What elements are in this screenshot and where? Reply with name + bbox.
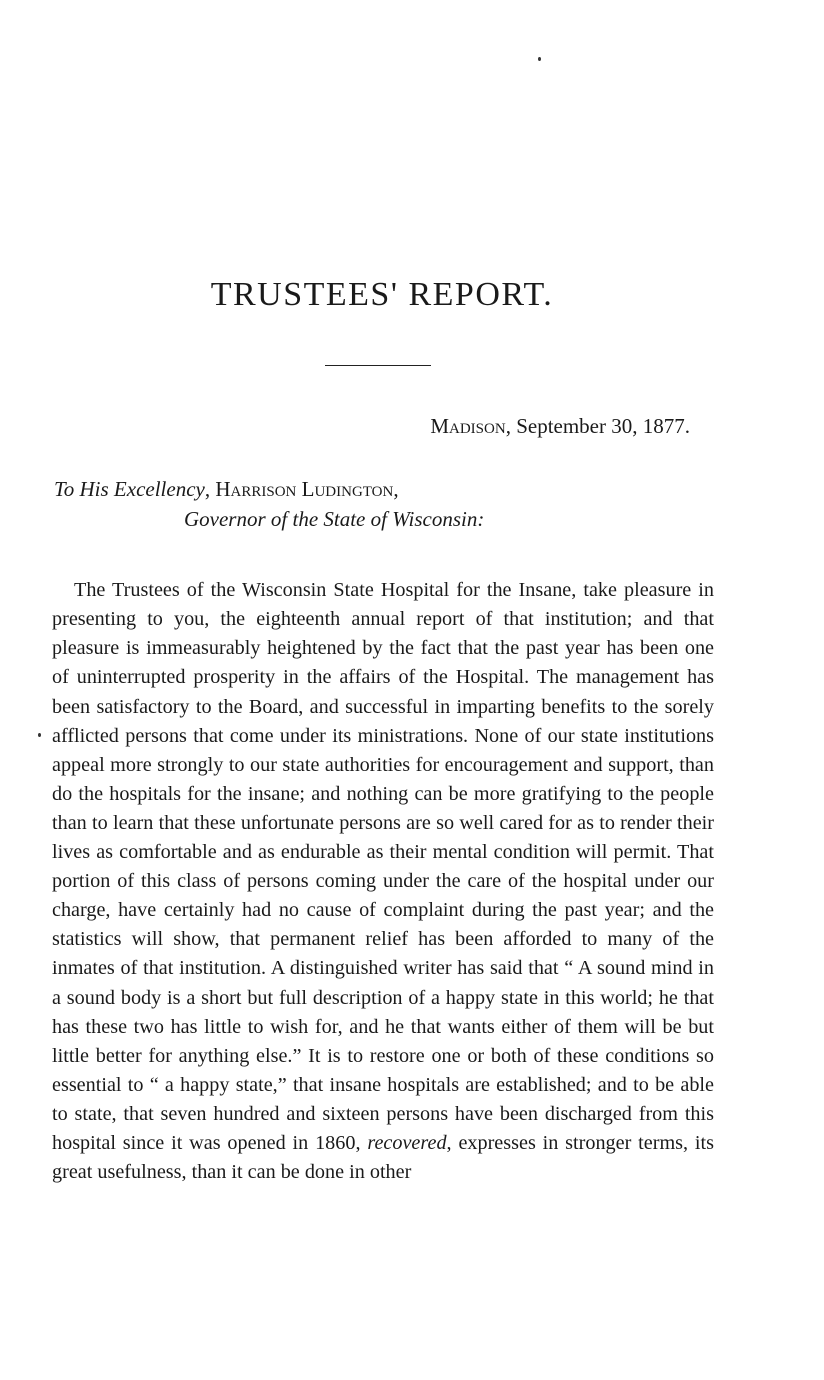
salutation-title: Governor of the State of Wisconsin: [184,507,485,531]
body-italic-word: recovered [367,1131,447,1154]
salutation-name: Harrison Ludington [215,477,394,501]
salutation [54,477,399,502]
title-rule [325,365,431,366]
dateline-date: , September 30, 1877. [505,414,690,438]
print-speck [38,733,41,737]
salutation-prefix: To His Excellency [54,477,205,501]
dateline-place: Madison [430,414,506,438]
body-text-part2: , expresses in stronger terms, its great usefulness, than it can be done in other [52,1131,714,1184]
salutation-comma: , [204,477,216,501]
dateline [430,414,690,439]
salutation-suffix: , [393,477,399,501]
body-paragraph [52,576,714,1187]
body-text-part1: The Trustees of the Wisconsin State Hospital for the Insane, take pleasure in presenting to you, the eighteenth annual report of that institution; and that pleasure is immeasurably heightened by the fact that the past year has been one of uninterrupted prosperity in the affairs of the Hospital. The management has been satisfactory to the Board, and successful in imparting benefits to the sorely afflicted persons that come under its ministrations. None of our state institutions appeal more strongly to our state authorities for encouragement and support, than do the hospitals for the insane; and nothing can be more gratifying to the people than to learn that these unfortunate persons are so well cared for as to render their lives as comfortable and as endurable as their mental condition will permit. That portion of this class of persons coming under the care of the hospital under our charge, have certainly had no cause of complaint during the past year; and the statistics will show, that permanent relief has been afforded to many of the inmates of that institution. A distinguished writer has said that “ A sound mind in a sound body is a short but full description of a happy state in this world; he that has these two has little to wish for, and he that wants either of them will be but little better for anything else.” It is to restore one or both of these conditions so essential to “ a happy state,” that insane hospitals are established; and to be able to state, that seven hundred and sixteen persons have been discharged from this hospital since it was opened in 1860, [52,579,714,1154]
report-title: TRUSTEES' REPORT. [210,276,554,313]
print-speck [538,57,541,61]
